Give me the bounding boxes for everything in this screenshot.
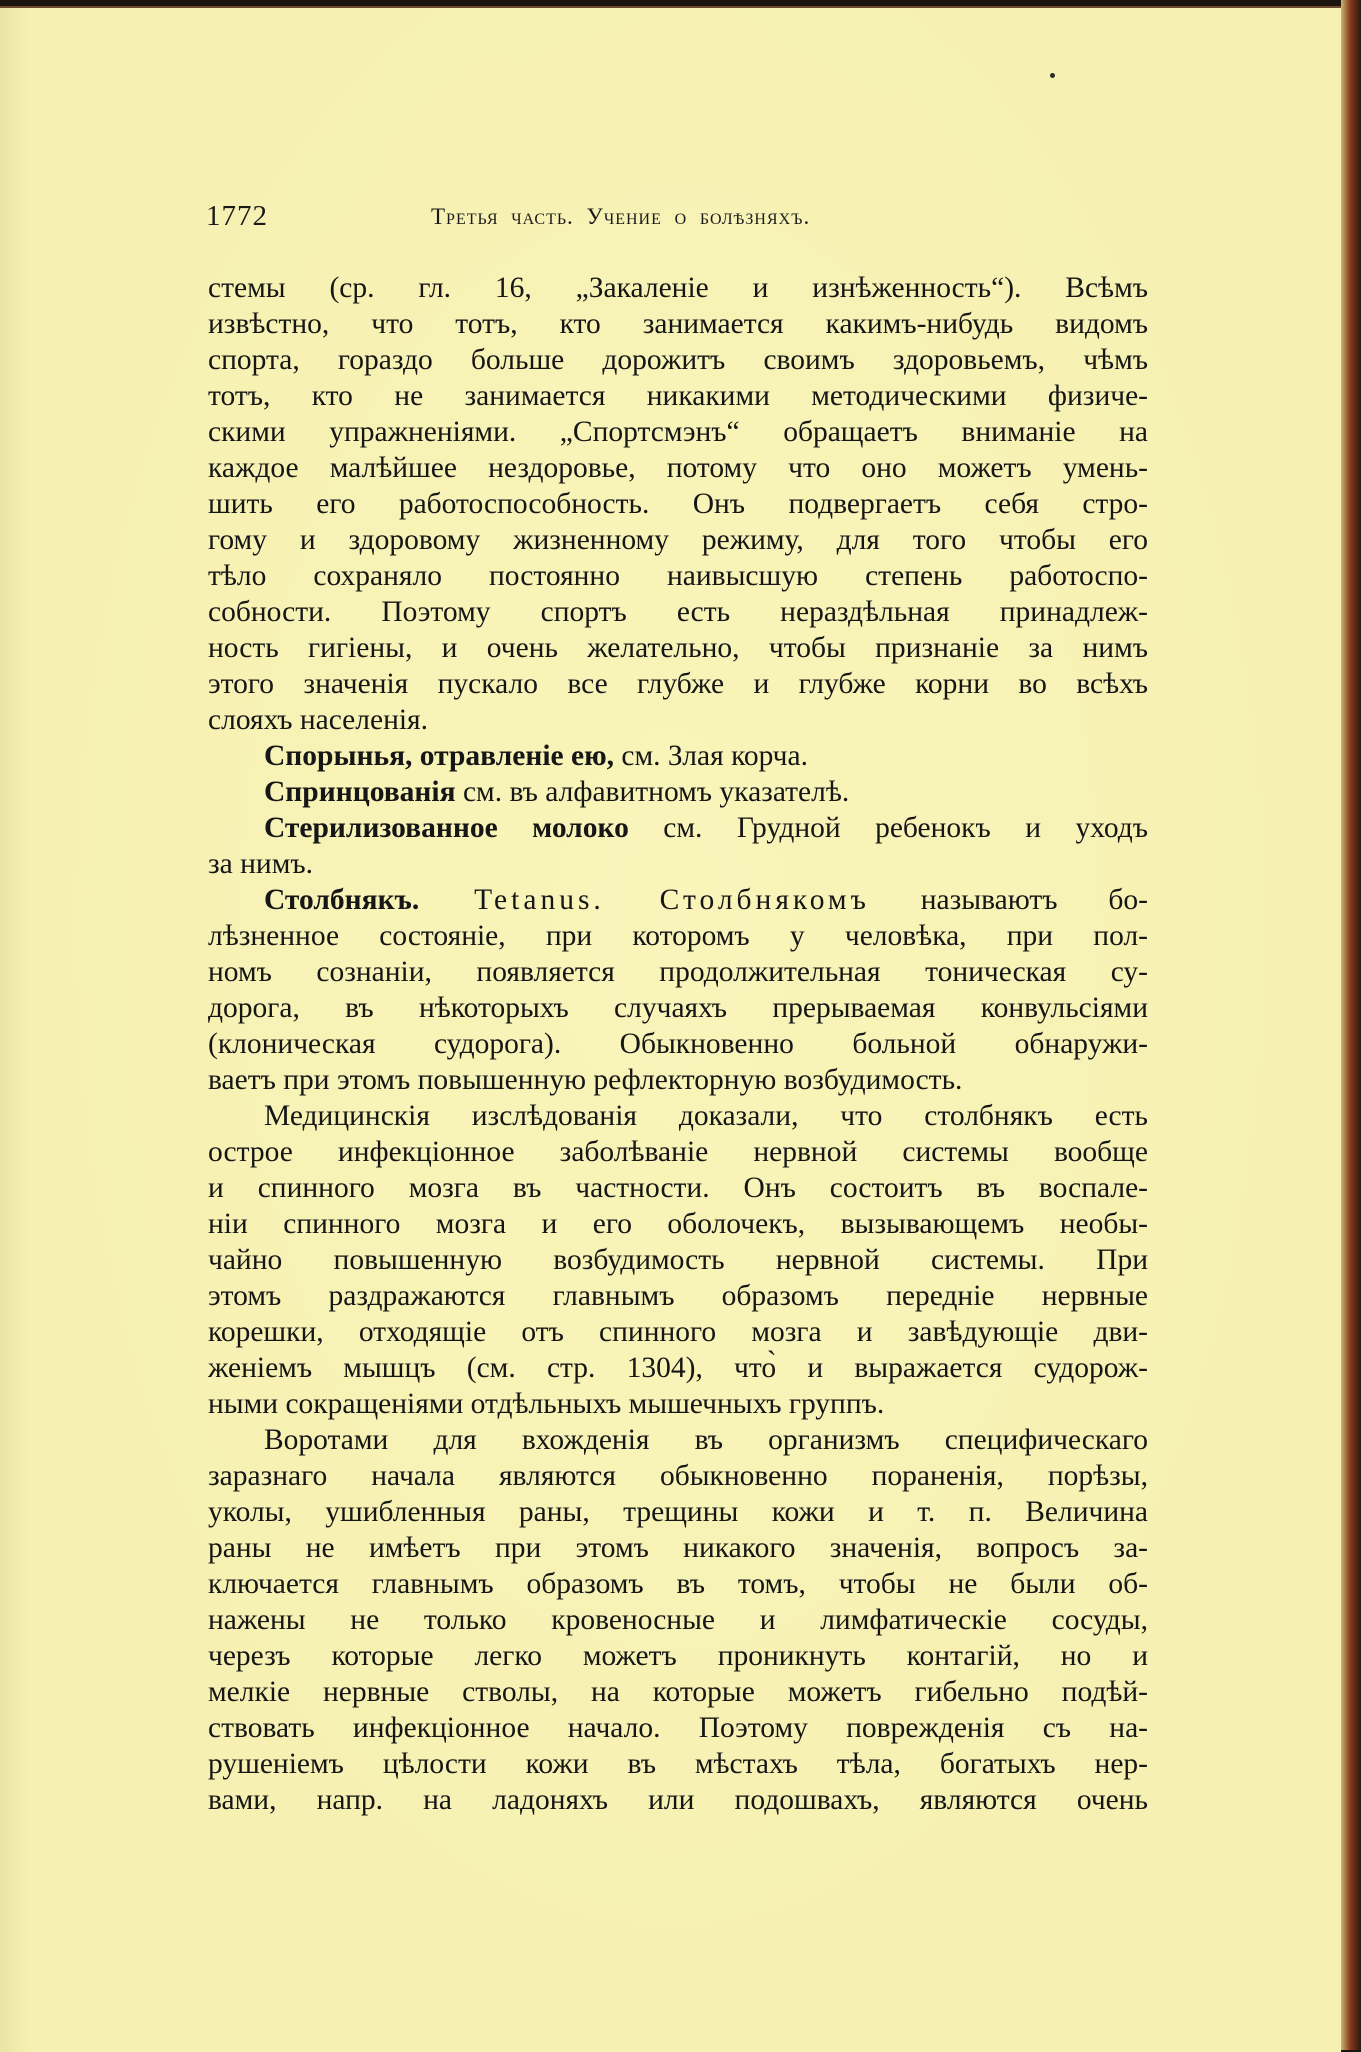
text-line: ключается главнымъ образомъ въ томъ, чтобы не были об- [208, 1568, 1148, 1600]
text-line: Медицинскія изслѣдованія доказали, что столбнякъ есть [264, 1100, 1148, 1132]
text-line: гому и здоровому жизненному режиму, для того чтобы его [208, 524, 1148, 556]
entry-sporynya [208, 738, 1148, 774]
text-line: номъ сознаніи, появляется продолжительная тоническая су- [208, 956, 1148, 988]
text-line: извѣстно, что тотъ, кто занимается какимъ-нибудь видомъ [208, 308, 1148, 340]
body-text [208, 270, 1148, 1818]
text-line: нажены не только кровеносные и лимфатическіе сосуды, [208, 1604, 1148, 1636]
entry-reference: см. въ алфавитномъ указателѣ. [455, 776, 850, 808]
entry-term: Спринцованія [264, 776, 456, 808]
text-line: этомъ раздражаются главнымъ образомъ переднiе нервные [208, 1280, 1148, 1312]
text-line: скими упражненіями. „Спортсмэнъ“ обращаетъ вниманіе на [208, 416, 1148, 448]
text-line: ніи спинного мозга и его оболочекъ, вызывающемъ необы- [208, 1208, 1148, 1240]
entry-stolbnyak [208, 882, 1148, 918]
text-line: шить его работоспособность. Онъ подвергаетъ себя стро- [208, 488, 1148, 520]
text-line: тѣло сохраняло постоянно наивысшую степень работоспо- [208, 560, 1148, 592]
text-line: стемы (ср. гл. 16, „Закаленіе и изнѣженность“). Всѣмъ [208, 272, 1148, 304]
text-line: лѣзненное состояніе, при которомъ у человѣка, при пол- [208, 920, 1148, 952]
text-line: за нимъ. [208, 848, 313, 880]
ink-speck [1050, 73, 1055, 78]
text-line: ваетъ при этомъ повышенную рефлекторную возбудимость. [208, 1064, 963, 1096]
entry-term: Спорынья, отравленіе ею, [264, 740, 615, 772]
text-line: черезъ которые легко можетъ проникнуть контагій, но и [208, 1640, 1148, 1672]
entry-reference: см. Грудной ребенокъ и уходъ [628, 812, 1148, 844]
text-line: ность гигіены, и очень желательно, чтобы признаніе за нимъ [208, 632, 1148, 664]
text-line: этого значенія пускало все глубже и глубже корни во всѣхъ [208, 668, 1148, 700]
text-line: собности. Поэтому спортъ есть нераздѣльная принадлеж- [208, 596, 1148, 628]
entry-sterilized-milk [208, 810, 1148, 846]
page-number: 1772 [206, 200, 268, 232]
text-line: дорога, въ нѣкоторыхъ случаяхъ прерываемая конвульсіями [208, 992, 1148, 1024]
text-line: каждое малѣйшее нездоровье, потому что оно можетъ умень- [208, 452, 1148, 484]
text-line: слояхъ населенія. [208, 704, 428, 736]
text-line: и спинного мозга въ частности. Онъ состоитъ въ воспале- [208, 1172, 1148, 1204]
spaced-term: Столбнякомъ [604, 884, 870, 916]
latin-name: Tetanus. [419, 884, 605, 916]
entry-sprintsovaniya [208, 774, 1148, 810]
text-line: ствовать инфекціонное начало. Поэтому поврежденія съ на- [208, 1712, 1148, 1744]
running-head [206, 200, 1152, 236]
text-line: рушеніемъ цѣлости кожи въ мѣстахъ тѣла, богатыхъ нер- [208, 1748, 1148, 1780]
text-line: чайно повышенную возбудимость нервной системы. При [208, 1244, 1148, 1276]
entry-term: Стерилизованное молоко [264, 812, 629, 844]
entry-text: называютъ бо- [869, 884, 1148, 916]
book-edge [1341, 0, 1361, 2050]
text-line: вами, напр. на ладоняхъ или подошвахъ, являются очень [208, 1784, 1148, 1816]
text-line: тотъ, кто не занимается никакими методическими физиче- [208, 380, 1148, 412]
text-line: корешки, отходящіе отъ спинного мозга и завѣдующіе дви- [208, 1316, 1148, 1348]
text-line: Воротами для вхожденія въ организмъ специфическаго [264, 1424, 1148, 1456]
text-line: ными сокращеніями отдѣльныхъ мышечныхъ группъ. [208, 1388, 885, 1420]
running-title: Третья часть. Учение о болѣзняхъ. [431, 204, 811, 229]
book-page [0, 6, 1341, 2052]
entry-reference: см. Злая корча. [614, 740, 808, 772]
text-line: (клоническая судорога). Обыкновенно больной обнаружи- [208, 1028, 1148, 1060]
entry-term: Столбнякъ. [264, 884, 420, 916]
text-line: мелкіе нервные стволы, на которые можетъ гибельно подѣй- [208, 1676, 1148, 1708]
text-line: раны не имѣетъ при этомъ никакого значенія, вопросъ за- [208, 1532, 1148, 1564]
text-line: заразнаго начала являются обыкновенно пораненія, порѣзы, [208, 1460, 1148, 1492]
text-line: спорта, гораздо больше дорожитъ своимъ здоровьемъ, чѣмъ [208, 344, 1148, 376]
text-line: женіемъ мышцъ (см. стр. 1304), что̀ и выражается судорож- [208, 1352, 1148, 1384]
text-line: уколы, ушибленныя раны, трещины кожи и т. п. Величина [208, 1496, 1148, 1528]
text-line: острое инфекціонное заболѣваніе нервной системы вообще [208, 1136, 1148, 1168]
